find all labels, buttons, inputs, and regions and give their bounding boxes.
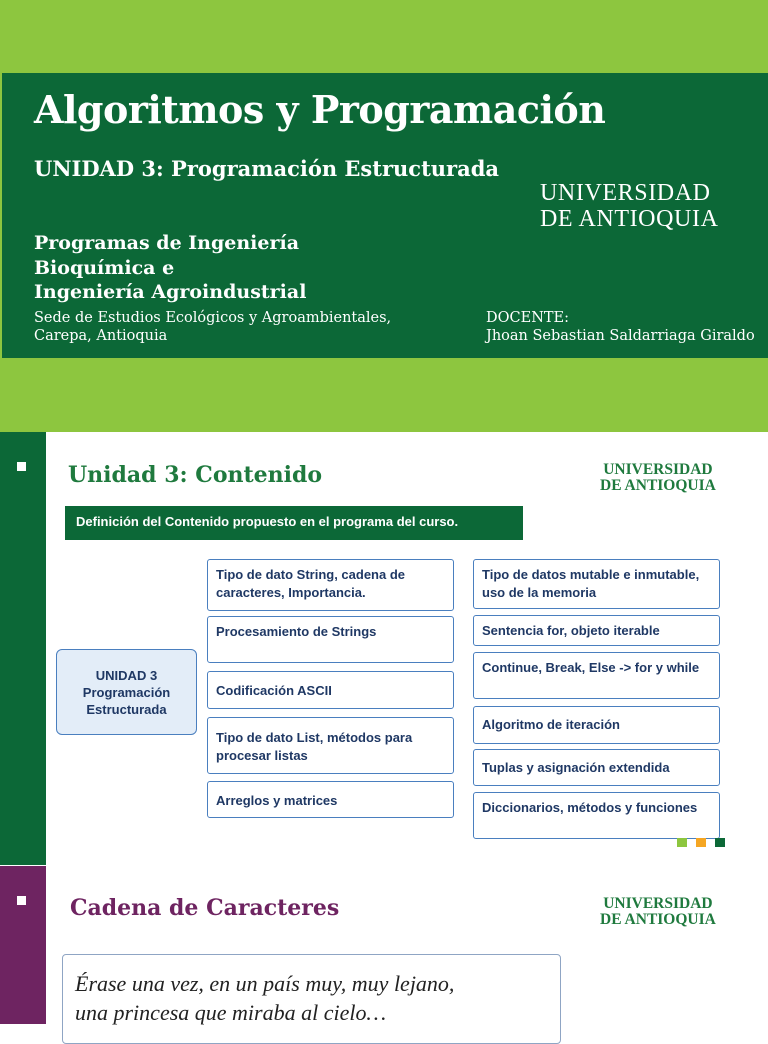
logo-line-2: DE ANTIOQUIA [600, 477, 716, 494]
content-banner: Definición del Contenido propuesto en el programa del curso. [65, 506, 523, 540]
topic-box: Tipo de dato String, cadena de caracteres, Importancia. [207, 559, 454, 611]
logo-line-2: DE ANTIOQUIA [600, 911, 716, 928]
programs-line: Programas de Ingeniería [34, 232, 300, 254]
center-line: UNIDAD 3 [95, 667, 158, 683]
decor-square-orange [696, 838, 706, 847]
topic-box: Procesamiento de Strings [207, 616, 454, 663]
topic-box: Codificación ASCII [207, 671, 454, 709]
title-slide [0, 0, 768, 432]
campus-line: Carepa, Antioquia [34, 328, 168, 344]
decor-square-green [677, 838, 687, 847]
quote-box [62, 954, 561, 1044]
logo-line-1: UNIVERSIDAD [603, 461, 713, 478]
programs-line: Ingeniería Agroindustrial [34, 281, 307, 303]
decor-square-darkgreen [715, 838, 725, 847]
topic-box: Diccionarios, métodos y funciones [473, 792, 720, 839]
unit-title: UNIDAD 3: Programación Estructurada [34, 156, 500, 181]
topic-box: Tuplas y asignación extendida [473, 749, 720, 786]
campus-line: Sede de Estudios Ecológicos y Agroambientales, [34, 310, 392, 326]
topic-box: Arreglos y matrices [207, 781, 454, 818]
topic-box: Tipo de datos mutable e inmutable, uso de la memoria [473, 559, 720, 609]
unit-center-box [56, 649, 197, 735]
topic-box: Sentencia for, objeto iterable [473, 615, 720, 646]
content-title: Unidad 3: Contenido [68, 462, 323, 488]
teacher-name: Jhoan Sebastian Saldarriaga Giraldo [486, 328, 755, 344]
title-panel [2, 73, 768, 358]
slide-side-bar [0, 866, 46, 1024]
bullet-icon [17, 896, 26, 905]
course-title: Algoritmos y Programación [34, 87, 606, 132]
slide-side-bar [0, 432, 46, 865]
university-logo [600, 896, 716, 928]
topic-box: Algoritmo de iteración [473, 706, 720, 744]
quote-line: Érase una vez, en un país muy, muy lejano, [75, 971, 455, 996]
programs-text [34, 231, 306, 305]
logo-line-2: DE ANTIOQUIA [540, 206, 719, 232]
quote-line: una princesa que miraba al cielo… [75, 1000, 387, 1025]
university-logo [540, 180, 719, 232]
logo-line-1: UNIVERSIDAD [603, 895, 713, 912]
center-line: Estructurada [86, 701, 167, 717]
teacher-label: DOCENTE: [486, 310, 570, 326]
topic-box: Tipo de dato List, métodos para procesar listas [207, 717, 454, 774]
campus-text [34, 309, 391, 345]
programs-line: Bioquímica e [34, 256, 175, 279]
bullet-icon [17, 462, 26, 471]
teacher-info [486, 309, 755, 345]
center-line: Programación [82, 684, 171, 700]
topic-box: Continue, Break, Else -> for y while [473, 652, 720, 699]
logo-line-1: UNIVERSIDAD [540, 180, 711, 206]
strings-title: Cadena de Caracteres [70, 895, 340, 921]
university-logo [600, 462, 716, 494]
